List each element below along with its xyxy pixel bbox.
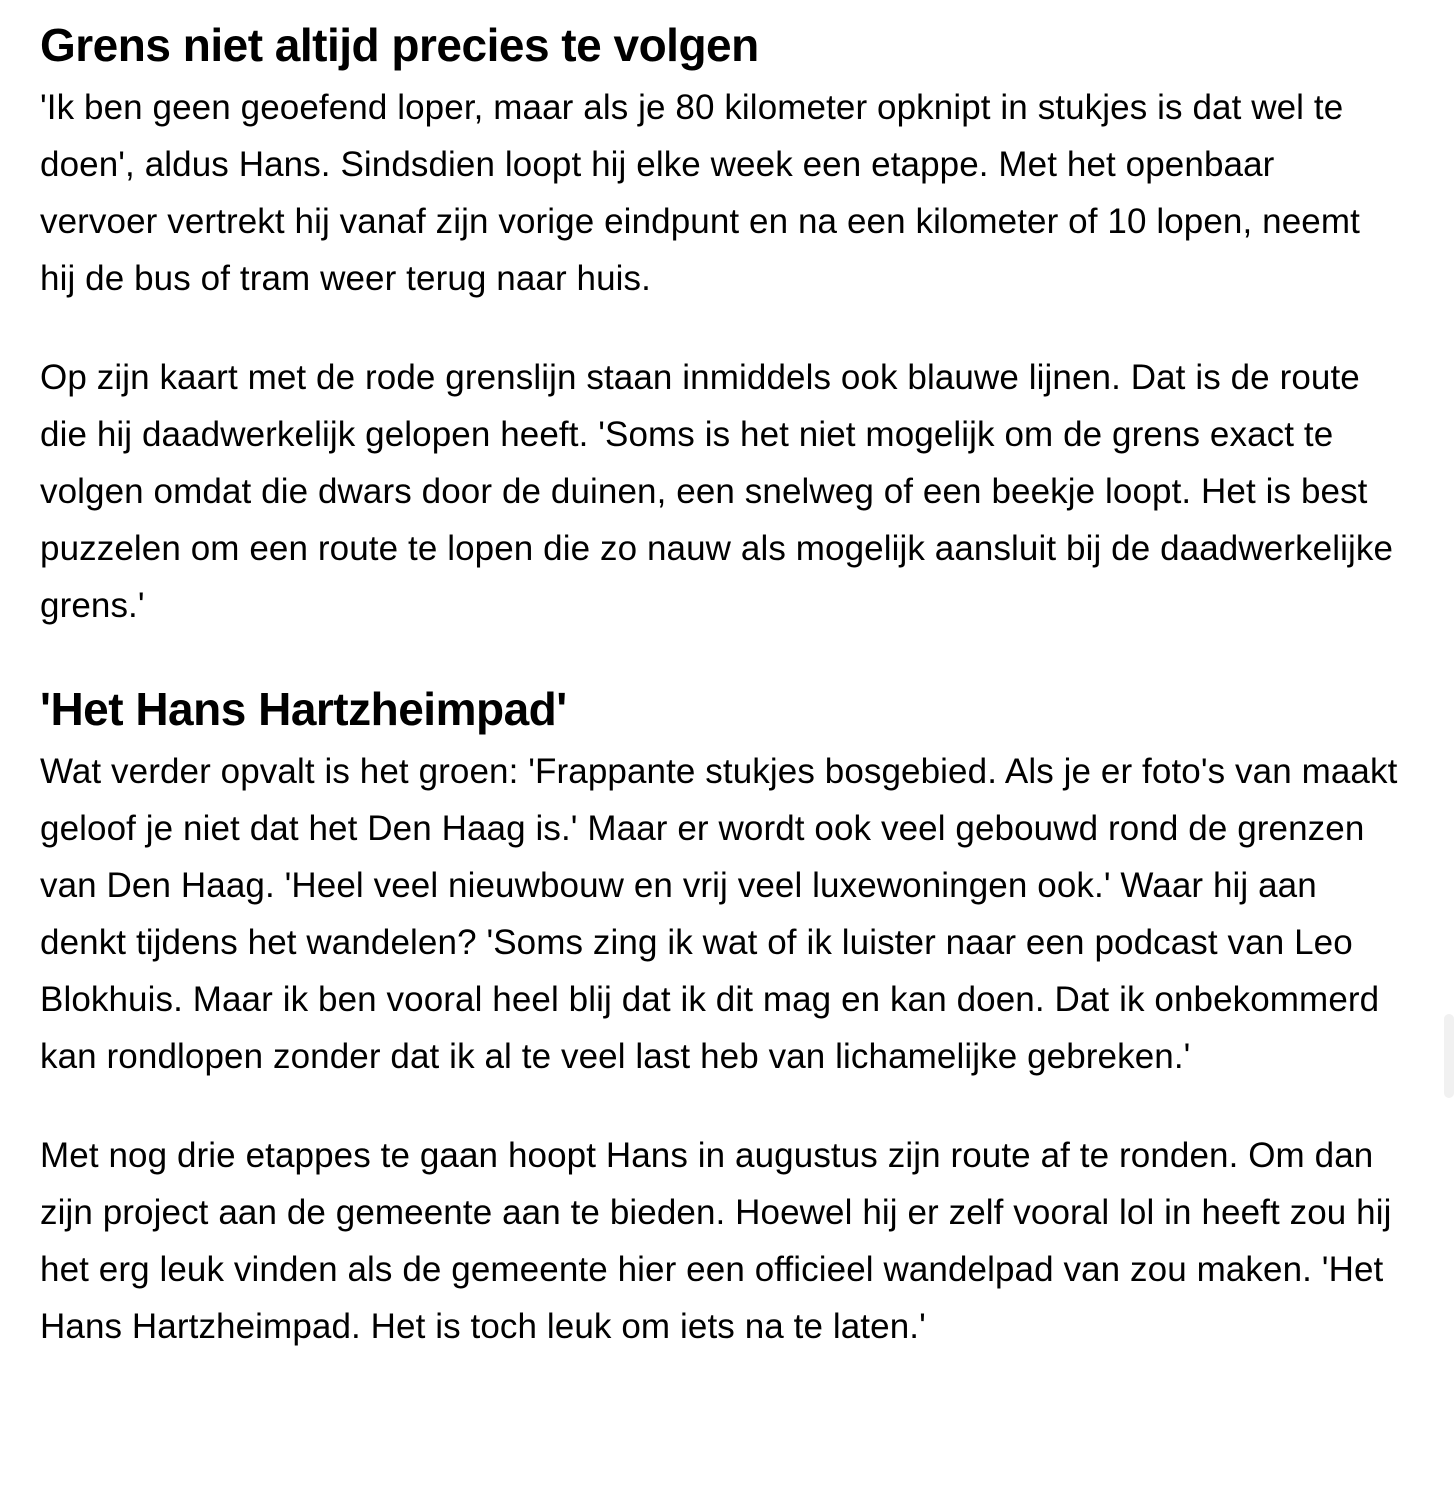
section-heading-hartzheimpad: 'Het Hans Hartzheimpad' [40, 683, 567, 735]
article-section-grens [40, 18, 1400, 634]
article-paragraph: Met nog drie etappes te gaan hoopt Hans in augustus zijn route af te ronden. Om dan zijn project aan de gemeente aan te bieden. Hoewel hij er zelf vooral lol in heeft zou hij het erg leuk vinden als de gemeente hier een officieel wandelpad van zou maken. 'Het Hans Hartzheimpad. Het is toch leuk om iets na te laten.' [40, 1136, 1392, 1346]
article-section-hartzheimpad [40, 682, 1400, 1355]
article-paragraph: Wat verder opvalt is het groen: 'Frappante stukjes bosgebied. Als je er foto's van maakt geloof je niet dat het Den Haag is.' Maar er wordt ook veel gebouwd rond de grenzen van Den Haag. 'Heel veel nieuwbouw en vrij veel luxewoningen ook.' Waar hij aan denkt tijdens het wandelen? 'Soms zing ik wat of ik luister naar een podcast van Leo Blokhuis. Maar ik ben vooral heel blij dat ik dit mag en kan doen. Dat ik onbekommerd kan rondlopen zonder dat ik al te veel last heb van lichamelijke gebreken.' [40, 752, 1398, 1076]
article-paragraph: 'Ik ben geen geoefend loper, maar als je 80 kilometer opknipt in stukjes is dat wel te doen', aldus Hans. Sindsdien loopt hij elke week een etappe. Met het openbaar vervoer vertrekt hij vanaf zijn vorige eindpunt en na een kilometer of 10 lopen, neemt hij de bus of tram weer terug naar huis. [40, 88, 1360, 298]
article-paragraph: Op zijn kaart met de rode grenslijn staan inmiddels ook blauwe lijnen. Dat is de route die hij daadwerkelijk gelopen heeft. 'Soms is het niet mogelijk om de grens exact te volgen omdat die dwars door de duinen, een snelweg of een beekje loopt. Het is best puzzelen om een route te lopen die zo nauw als mogelijk aansluit bij de daadwerkelijke grens.' [40, 358, 1394, 625]
section-heading-grens: Grens niet altijd precies te volgen [40, 19, 759, 71]
scrollbar-thumb[interactable] [1444, 1014, 1454, 1098]
